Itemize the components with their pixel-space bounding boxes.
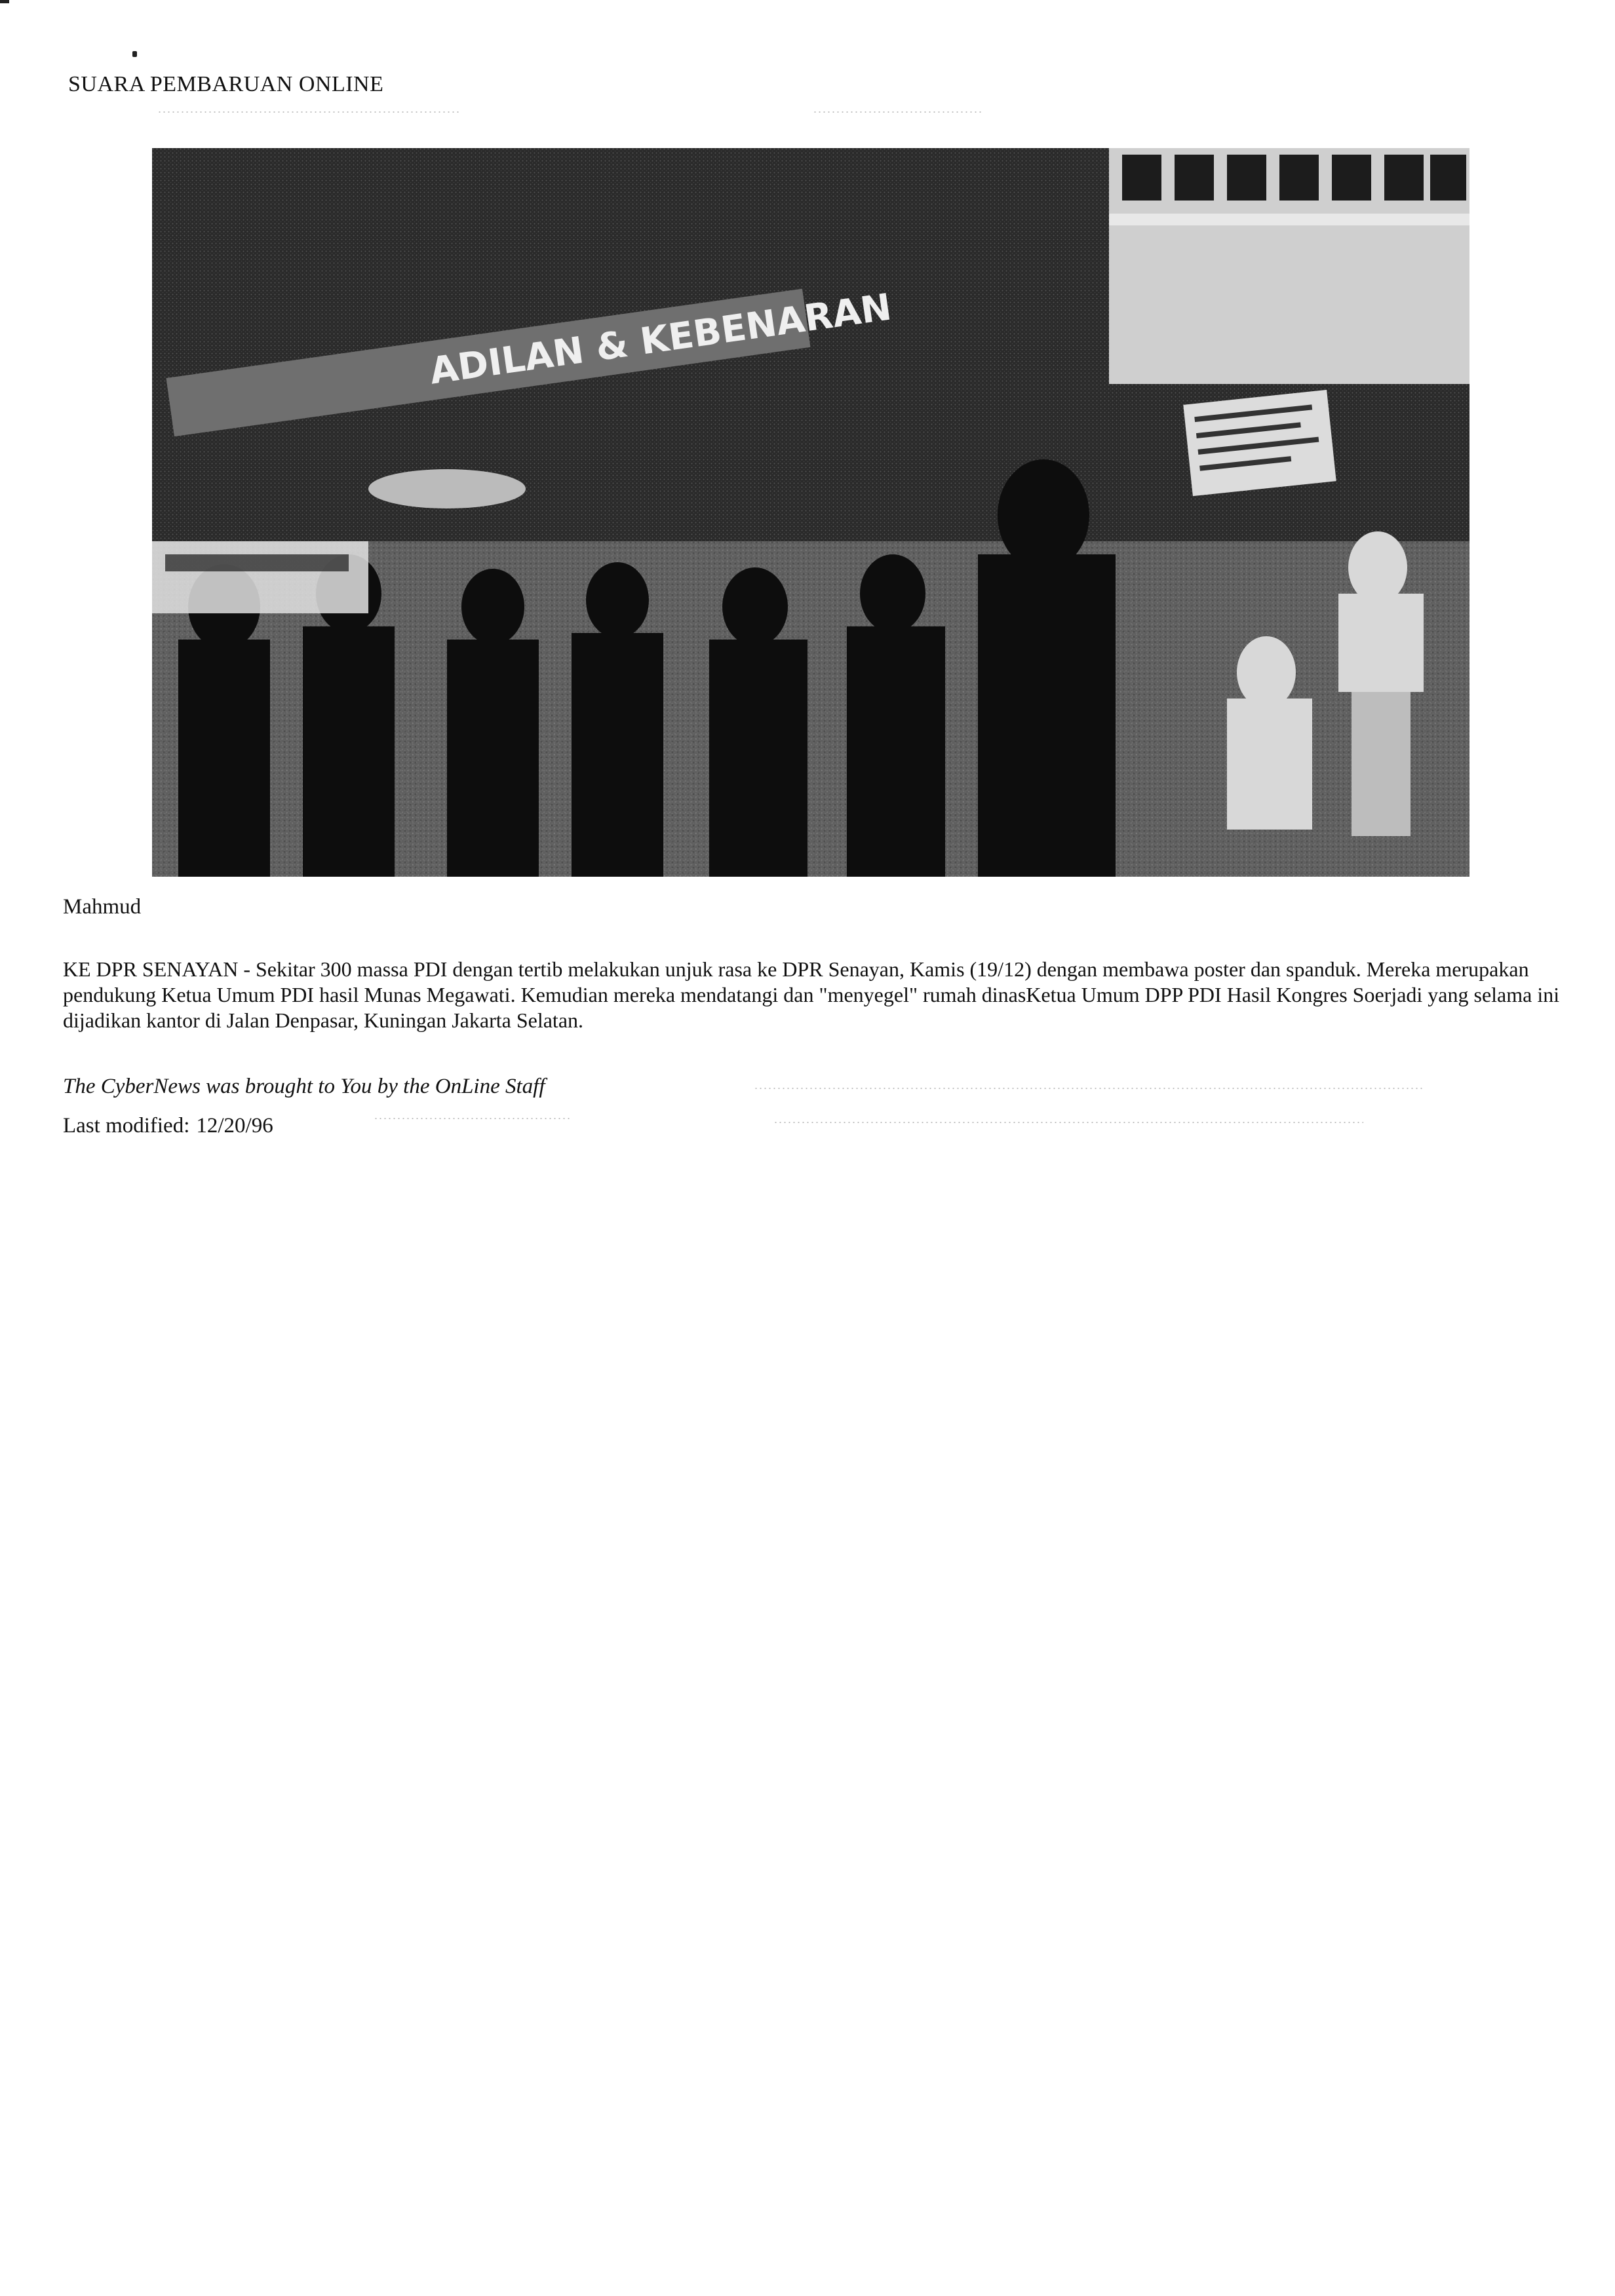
article-caption: KE DPR SENAYAN - Sekitar 300 massa PDI dengan tertib melakukan unjuk rasa ke DPR Senayan, Kamis (19/12) dengan membawa poster dan spanduk. Mereka merupakan pendukung Ketua Umum PDI hasil Munas Megawati. Kemudian mereka mendatangi dan "menyegel" rumah dinasKetua Umum DPP PDI Hasil Kongres Soerjadi yang selama ini dijadikan kantor di Jalan Denpasar, Kuningan Jakarta Selatan. bbox=[63, 957, 1560, 1032]
scan-artifact bbox=[0, 0, 9, 3]
svg-text:ADILAN & KEBENARAN: ADILAN & KEBENARAN bbox=[427, 286, 895, 393]
footer-credit-line: The CyberNews was brought to You by the OnLine Staff bbox=[63, 1075, 545, 1098]
scan-dotted-line bbox=[754, 1088, 1422, 1089]
last-modified bbox=[63, 1114, 273, 1138]
scan-dotted-line bbox=[157, 111, 459, 113]
scan-dotted-line bbox=[773, 1122, 1363, 1123]
scan-dotted-line bbox=[374, 1118, 570, 1119]
scan-artifact-dot bbox=[132, 51, 137, 57]
site-title: SUARA PEMBARUAN ONLINE bbox=[68, 72, 384, 96]
scan-dotted-line bbox=[813, 111, 983, 113]
last-modified-label: Last modified: bbox=[63, 1114, 190, 1138]
news-photo bbox=[152, 148, 1469, 877]
last-modified-date: 12/20/96 bbox=[196, 1114, 273, 1138]
photo-credit: Mahmud bbox=[63, 895, 142, 919]
protest-crowd-image bbox=[152, 148, 1469, 877]
